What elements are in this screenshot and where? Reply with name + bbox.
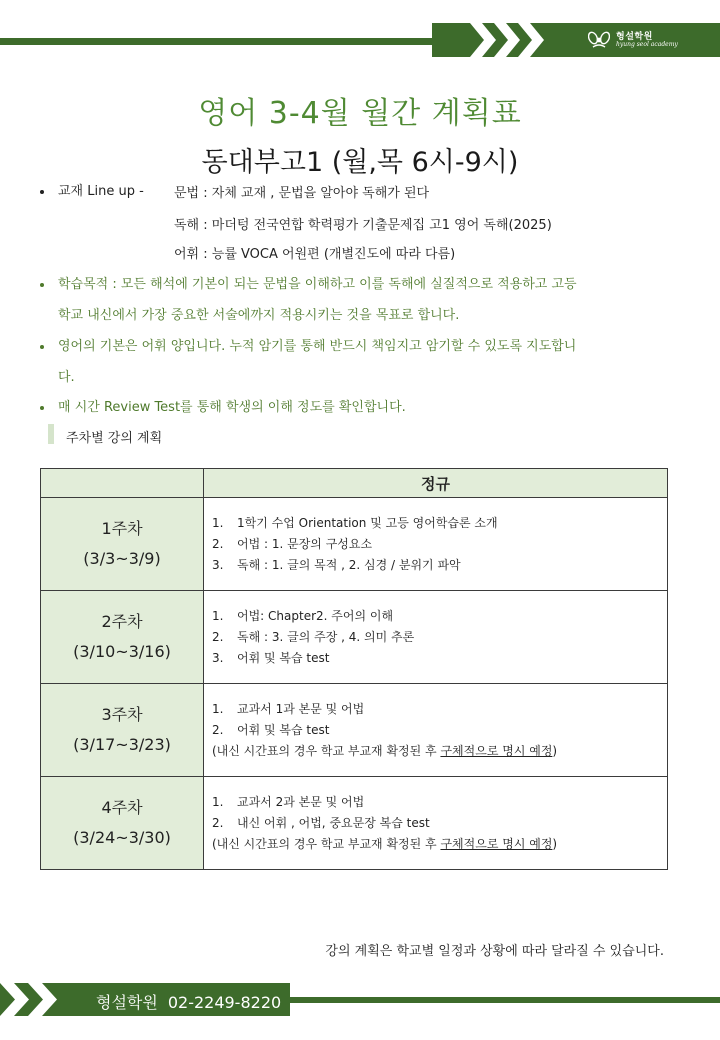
- vocab-line-1: 영어의 기본은 어휘 양입니다. 누적 암기를 통해 반드시 책임지고 암기할 수 있도록 지도합니: [58, 339, 577, 354]
- plan-item: [212, 792, 659, 813]
- footer-phone: 02-2249-8220: [167, 993, 282, 1012]
- plan-item-number: 2.: [212, 815, 224, 830]
- plan-item: [212, 555, 659, 576]
- bullet-dot: [40, 283, 44, 287]
- plan-note-prefix: (내신 시간표의 경우 학교 부교재 확정된 후: [212, 836, 441, 851]
- lineup-reading: 독해 : 마더텅 전국연합 학력평가 기출문제집 고1 영어 독해(2025): [174, 218, 552, 233]
- week-cell: [41, 777, 204, 870]
- plan-item-text: 내신 어휘 , 어법, 중요문장 복습 test: [237, 815, 430, 830]
- table-row-week-2: [41, 591, 668, 684]
- plan-item-number: 1.: [212, 794, 224, 809]
- bullet-dot: [40, 406, 44, 410]
- vocab-line-2: 다.: [58, 370, 75, 385]
- plan-item: [212, 627, 659, 648]
- table-row-week-3: [41, 684, 668, 777]
- chevron-arrows-icon: [470, 23, 560, 57]
- plan-note: [212, 741, 659, 762]
- plan-item: [212, 513, 659, 534]
- plan-item-text: 어휘 및 복습 test: [237, 650, 330, 665]
- plan-item-number: 1.: [212, 515, 224, 530]
- lineup-label: 교재 Line up -: [58, 184, 144, 199]
- plan-item-number: 1.: [212, 701, 224, 716]
- plan-item-number: 3.: [212, 557, 224, 572]
- week-name: 2주차: [101, 612, 143, 631]
- week-cell: [41, 684, 204, 777]
- page-subtitle: 동대부고1 (월,목 6시-9시): [201, 147, 519, 178]
- week-name: 4주차: [101, 798, 143, 817]
- leaf-logo-icon: [588, 30, 610, 50]
- week-range: (3/3~3/9): [83, 549, 161, 568]
- plan-item-number: 1.: [212, 608, 224, 623]
- plan-item-text: 독해 : 3. 글의 주장 , 4. 의미 추론: [237, 629, 415, 644]
- plan-item-text: 어휘 및 복습 test: [237, 722, 330, 737]
- page-title: 영어 3-4월 월간 계획표: [198, 96, 522, 131]
- section-marker: [48, 424, 54, 444]
- plan-cell: [204, 591, 668, 684]
- week-cell: [41, 591, 204, 684]
- table-header-empty: [41, 469, 204, 498]
- plan-item-number: 2.: [212, 629, 224, 644]
- plan-item: [212, 699, 659, 720]
- chevron-arrows-icon: [0, 983, 76, 1016]
- section-label: 주차별 강의 계획: [66, 431, 163, 446]
- bullet-dot: [40, 345, 44, 349]
- plan-note: [212, 834, 659, 855]
- plan-item: [212, 813, 659, 834]
- table-row-week-1: [41, 498, 668, 591]
- plan-item-number: 2.: [212, 536, 224, 551]
- plan-note-prefix: (내신 시간표의 경우 학교 부교재 확정된 후: [212, 743, 441, 758]
- plan-note-underlined: 구체적으로 명시 예정: [440, 836, 553, 851]
- plan-item-text: 독해 : 1. 글의 목적 , 2. 심경 / 분위기 파악: [237, 557, 461, 572]
- bullet-dot: [40, 190, 44, 194]
- footer-contact: [96, 990, 281, 1013]
- week-range: (3/17~3/23): [73, 735, 171, 754]
- plan-item-number: 2.: [212, 722, 224, 737]
- plan-note-suffix: ): [552, 743, 558, 758]
- weekly-schedule-table: [40, 468, 668, 870]
- review-line: 매 시간 Review Test를 통해 학생의 이해 정도를 확인합니다.: [58, 400, 406, 415]
- logo-name: 형설학원: [616, 32, 653, 42]
- goal-line-1: 학습목적 : 모든 해석에 기본이 되는 문법을 이해하고 이를 독해에 실질적으로 적용하고 고등: [58, 277, 577, 292]
- plan-item: [212, 648, 659, 669]
- plan-item-number: 3.: [212, 650, 224, 665]
- lineup-vocab: 어휘 : 능률 VOCA 어원편 (개별진도에 따라 다름): [174, 247, 456, 262]
- plan-item-text: 1학기 수업 Orientation 및 고등 영어학습론 소개: [237, 515, 498, 530]
- plan-item-text: 어법: Chapter2. 주어의 이해: [237, 608, 394, 623]
- table-header-regular: 정규: [204, 469, 668, 498]
- week-name: 3주차: [101, 705, 143, 724]
- goal-line-2: 학교 내신에서 가장 중요한 서술에까지 적용시키는 것을 목표로 합니다.: [58, 308, 460, 323]
- header-stripe: [0, 38, 440, 45]
- week-range: (3/10~3/16): [73, 642, 171, 661]
- plan-note-underlined: 구체적으로 명시 예정: [440, 743, 553, 758]
- academy-logo: [588, 27, 716, 53]
- week-cell: [41, 498, 204, 591]
- plan-item: [212, 720, 659, 741]
- plan-cell: [204, 498, 668, 591]
- footer-academy-name: 형설학원: [96, 993, 158, 1012]
- plan-item-text: 어법 : 1. 문장의 구성요소: [237, 536, 373, 551]
- plan-cell: [204, 684, 668, 777]
- plan-note-suffix: ): [552, 836, 558, 851]
- logo-subtitle: hyung seol academy: [616, 41, 678, 48]
- plan-item: [212, 606, 659, 627]
- footer-note: 강의 계획은 학교별 일정과 상황에 따라 달라질 수 있습니다.: [325, 944, 664, 959]
- table-row-week-4: [41, 777, 668, 870]
- week-name: 1주차: [101, 519, 143, 538]
- plan-cell: [204, 777, 668, 870]
- plan-item: [212, 534, 659, 555]
- week-range: (3/24~3/30): [73, 828, 171, 847]
- footer-stripe: [288, 997, 720, 1003]
- table-header-row: [41, 469, 668, 498]
- plan-item-text: 교과서 1과 본문 및 어법: [237, 701, 365, 716]
- lineup-grammar: 문법 : 자체 교재 , 문법을 알아야 독해가 된다: [174, 186, 430, 201]
- plan-item-text: 교과서 2과 본문 및 어법: [237, 794, 365, 809]
